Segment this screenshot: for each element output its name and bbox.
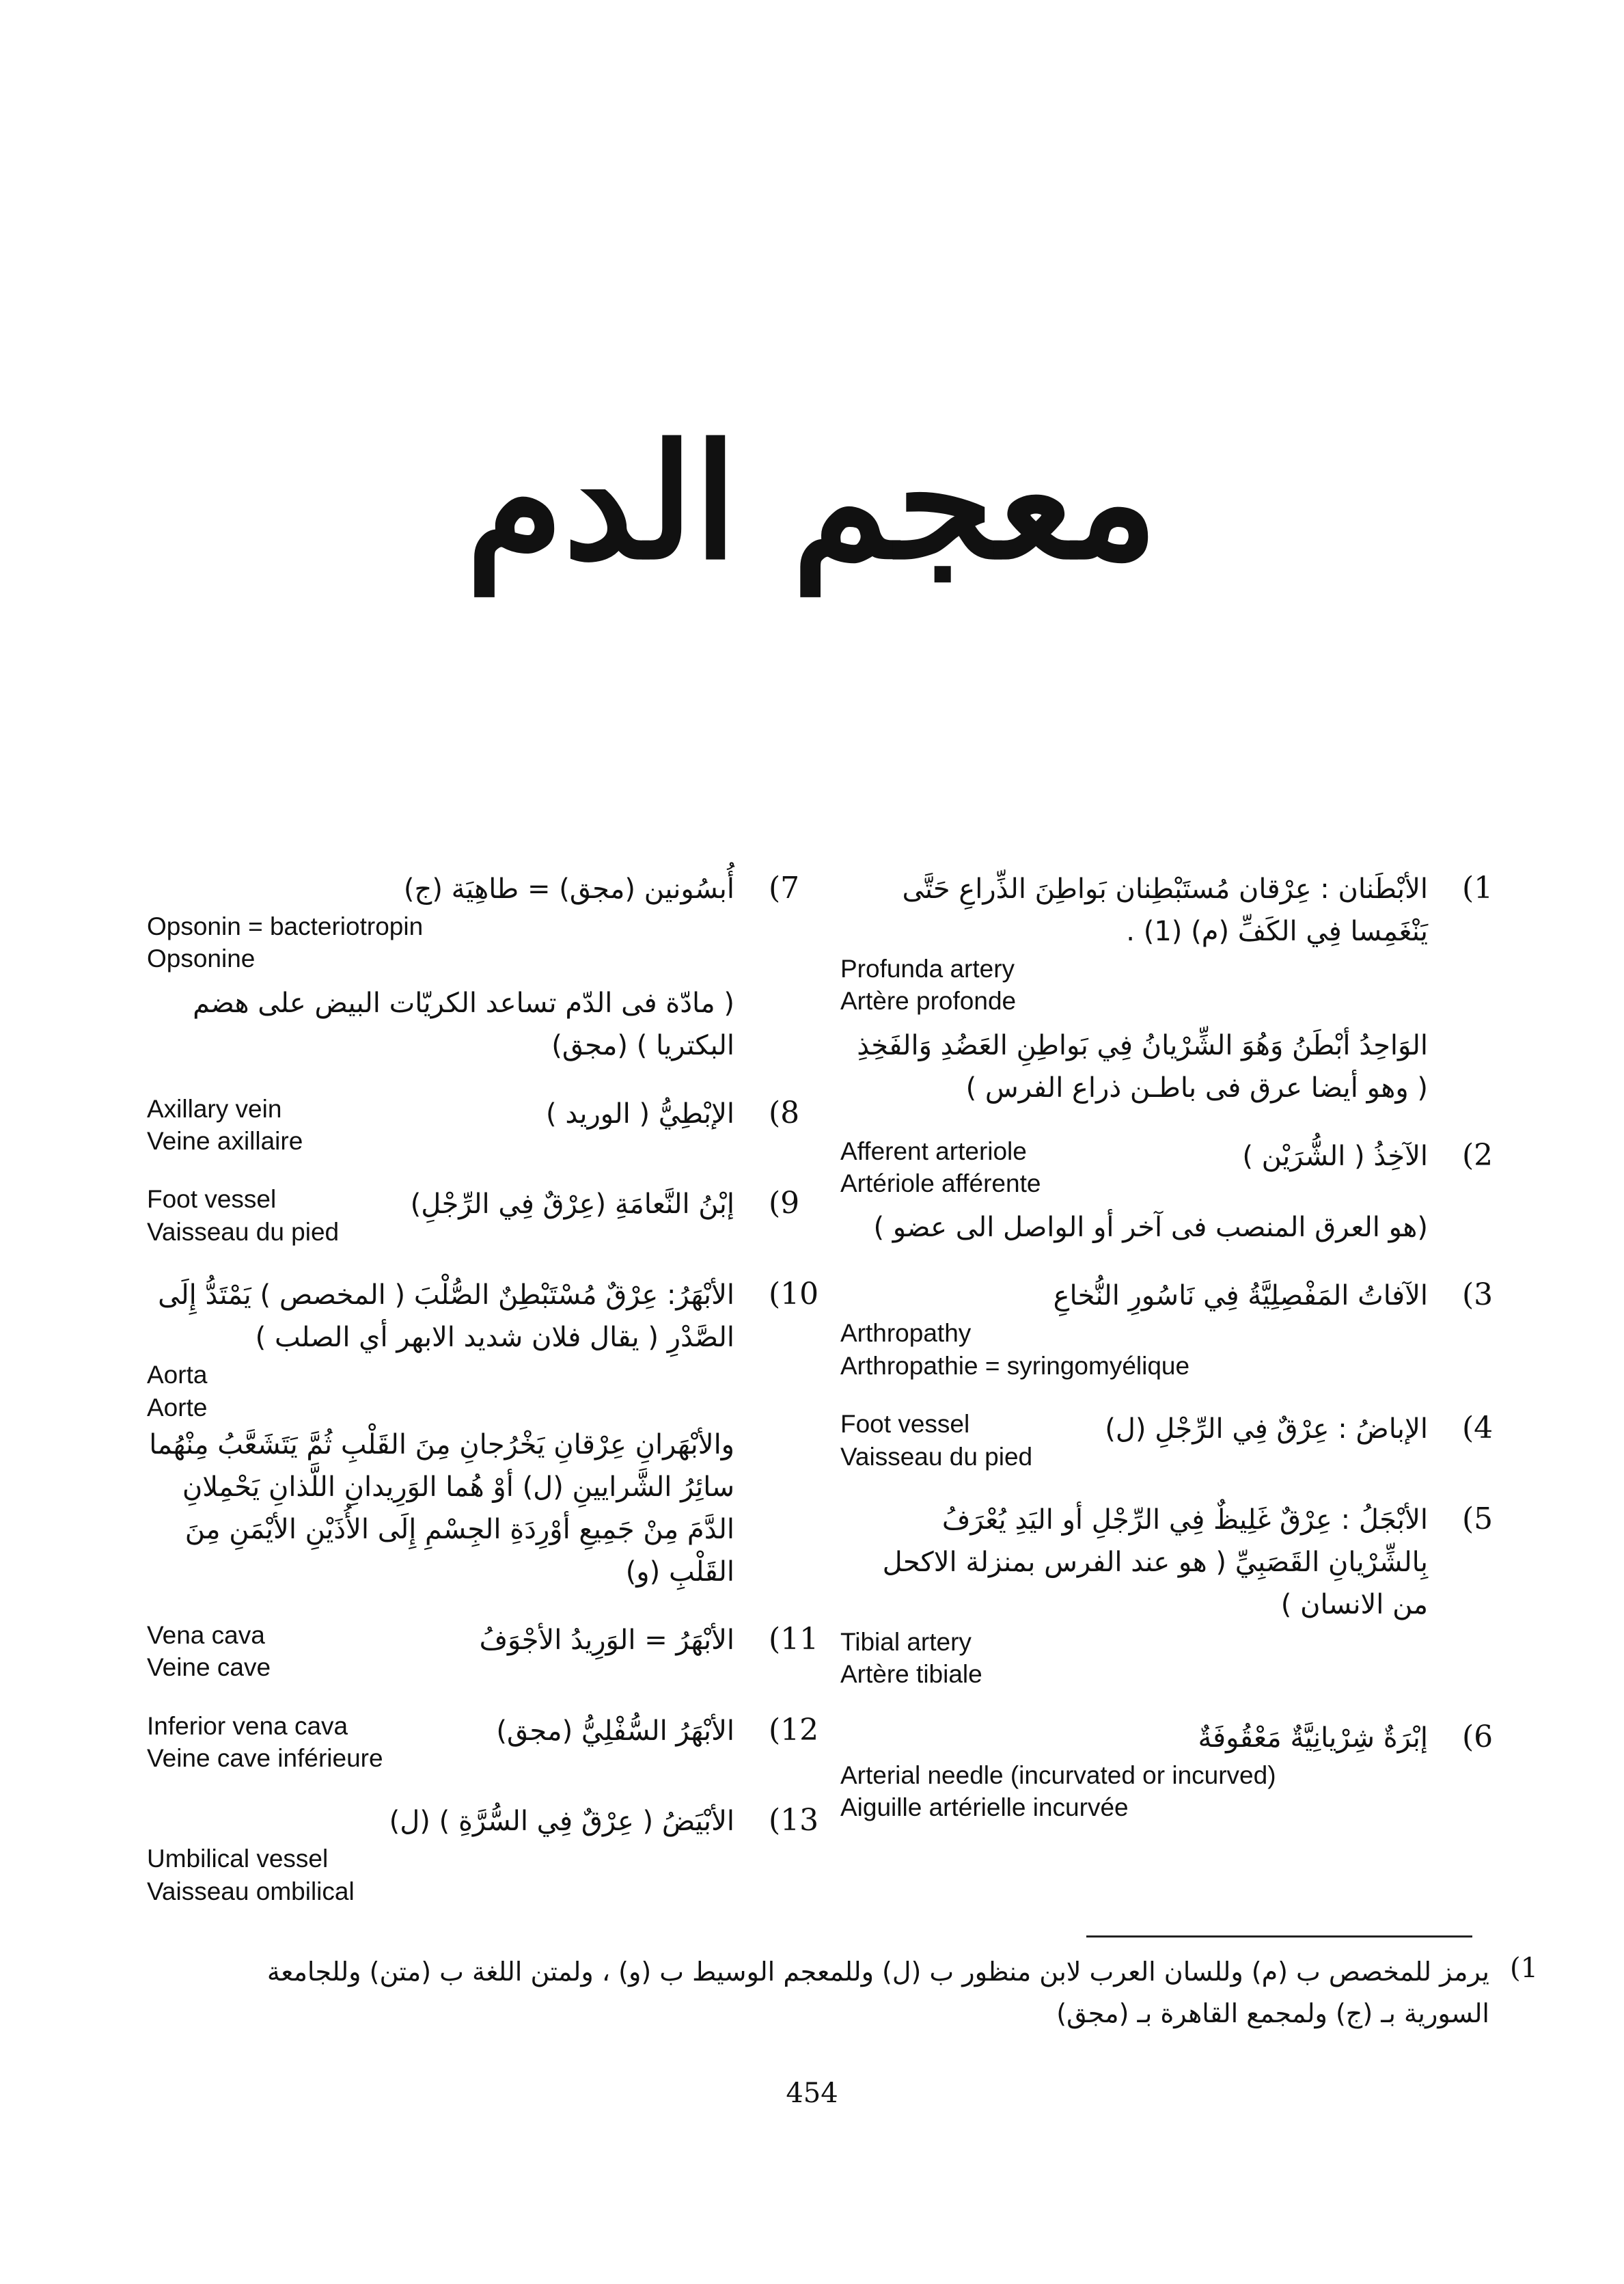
entry-number: (7 xyxy=(769,871,800,906)
french-term: Artère profonde xyxy=(840,987,1017,1016)
arabic-term: الإبْطِيُّ ( الوريد ) xyxy=(546,1098,734,1130)
entry-number: (5 xyxy=(1462,1501,1494,1536)
footnote-number: (1 xyxy=(1510,1953,1539,1984)
entry-number: (10 xyxy=(769,1277,819,1312)
french-term: Vaisseau ombilical xyxy=(147,1877,355,1905)
footnote xyxy=(205,1951,1558,2035)
entry-number: (3 xyxy=(1462,1277,1494,1313)
french-term: Opsonine xyxy=(147,944,256,973)
entry-7 xyxy=(147,868,830,1067)
arabic-term: الأبْجَلُ : عِرْقٌ غَلِيظٌ فِي الرِّجْلِ أو اليَدِ يُعْرَفُ بِالشِّرْيانِ القَصَبِيِّ ( هو عند الفرس بمنزلة الاكحل من الانسان ) xyxy=(882,1504,1428,1620)
french-term: Veine cave xyxy=(147,1653,271,1682)
entry-11 xyxy=(147,1619,830,1684)
arabic-term: الأبْهَرُ = الوَرِيدُ الأجْوَفُ xyxy=(479,1624,734,1656)
entry-5 xyxy=(840,1499,1524,1691)
english-term: Arterial needle (incurvated or incurved) xyxy=(840,1760,1276,1789)
entry-3 xyxy=(840,1275,1524,1382)
english-term: Opsonin = bacteriotropin xyxy=(147,912,424,940)
arabic-term: الأبْهَرُ: عِرْقٌ مُسْتَبْطِنٌ الصُّلْبَ ( المخصص ) يَمْتَدُّ إِلَى الصَّدْرِ ( يقال فلان شديد الابهر أي الصلب ) xyxy=(158,1279,734,1354)
arabic-term: إبْرَةٌ شِرْيانِيَّةٌ مَعْقُوفَةٌ xyxy=(1198,1722,1428,1754)
entry-number: (2 xyxy=(1462,1137,1494,1173)
entry-13 xyxy=(147,1800,830,1907)
english-term: Aorta xyxy=(147,1361,208,1389)
entry-8 xyxy=(147,1093,830,1158)
arabic-term: إبْنُ النَّعامَةِ (عِرْقٌ فِي الرِّجْلِ) xyxy=(410,1188,734,1221)
entry-number: (6 xyxy=(1462,1719,1494,1754)
english-term: Axillary vein xyxy=(147,1094,282,1123)
arabic-definition: الوَاحِدُ أبْطَنُ وَهُوَ الشِّرْيانُ فِي بَواطِنِ العَضُدِ وَالفَخِذِ ( وهو أيضا عرق فى باطـن ذراع الفرس ) xyxy=(857,1029,1428,1104)
arabic-term: أُبسُونين (مجق) = طاهِيَة (ج) xyxy=(403,873,734,905)
entry-number: (4 xyxy=(1462,1411,1494,1446)
english-term: Arthropathy xyxy=(840,1319,972,1348)
arabic-term: الأبْطَنان : عِرْقان مُستَبْطِنان بَواطِنَ الذِّراعِ حَتَّى يَنْغَمِسا فِي الكَفِّ (م) (1) . xyxy=(902,873,1428,947)
arabic-term: الآخِذُ ( الشُّرَيْن ) xyxy=(1242,1140,1428,1172)
arabic-definition: ( مادّة فى الدّم تساعد الكريّات البيض على هضم البكتريا ) (مجق) xyxy=(193,987,734,1061)
entry-1 xyxy=(840,868,1524,1109)
english-term: Profunda artery xyxy=(840,955,1015,983)
entry-number: (1 xyxy=(1462,871,1494,906)
french-term: Artère tibiale xyxy=(840,1660,982,1689)
english-term: Foot vessel xyxy=(840,1410,970,1439)
french-term: Artériole afférente xyxy=(840,1169,1041,1198)
entry-4 xyxy=(840,1408,1524,1473)
entry-9 xyxy=(147,1183,830,1248)
arabic-term: الإباضُ : عِرْقٌ فِي الرِّجْلِ (ل) xyxy=(1105,1413,1428,1445)
arabic-definition: (هو العرق المنصب فى آخر أو الواصل الى عضو ) xyxy=(873,1212,1428,1244)
french-term: Aiguille artérielle incurvée xyxy=(840,1793,1129,1821)
french-term: Veine axillaire xyxy=(147,1127,303,1156)
arabic-term: الأبْيَضُ ( عِرْقٌ فِي السُّرَّةِ ) (ل) xyxy=(389,1806,734,1838)
entry-2 xyxy=(840,1135,1524,1249)
french-term: Veine cave inférieure xyxy=(147,1743,383,1772)
arabic-term: الأبْهَرُ السُّفْلِيُّ (مجق) xyxy=(496,1715,734,1747)
footnote-text: يرمز للمخصص ب (م) وللسان العرب لابن منظور ب (ل) وللمعجم الوسيط ب (و) ، ولمتن اللغة ب (متن) وللجامعة السورية بـ (ج) ولمجمع القاهرة بـ (مجق) xyxy=(266,1957,1489,2028)
english-term: Inferior vena cava xyxy=(147,1711,348,1740)
left-column xyxy=(147,868,830,1933)
english-term: Umbilical vessel xyxy=(147,1845,329,1873)
entry-number: (12 xyxy=(769,1712,819,1748)
entry-12 xyxy=(147,1710,830,1775)
english-term: Vena cava xyxy=(147,1620,265,1649)
entry-10 xyxy=(147,1274,830,1593)
entry-number: (9 xyxy=(769,1186,800,1221)
entry-6 xyxy=(840,1717,1524,1824)
footnote-divider xyxy=(1086,1935,1472,1938)
french-term: Aorte xyxy=(147,1393,208,1422)
page-number: 454 xyxy=(786,2078,838,2109)
french-term: Arthropathie = syringomyélique xyxy=(840,1351,1190,1380)
arabic-term: الآفاتُ المَفْصِلِيَّةُ فِي نَاسُورِ النُّخاعِ xyxy=(1053,1280,1428,1312)
english-term: Afferent arteriole xyxy=(840,1137,1027,1165)
right-column xyxy=(840,868,1524,1849)
english-term: Tibial artery xyxy=(840,1627,972,1656)
arabic-definition: والأبْهَرانِ عِرْقانِ يَخْرُجانِ مِنَ القَلْبِ ثُمَّ يَتَشَعَّبُ مِنْهُما سائِرُ الشَّرايينِ (ل) أوْ هُما الوَرِيدانِ اللَّذانِ يَحْمِلانِ الدَّمَ مِنْ جَمِيعِ أوْرِدَةِ الجِسْمِ إِلَى الأُذَيْنِ الأيْمَنِ مِنَ القَلْبِ (و) xyxy=(149,1428,734,1588)
entry-number: (13 xyxy=(769,1803,819,1838)
french-term: Vaisseau du pied xyxy=(147,1217,340,1246)
entry-number: (8 xyxy=(769,1095,800,1130)
english-term: Foot vessel xyxy=(147,1185,277,1214)
entry-number: (11 xyxy=(769,1621,819,1657)
page-title: معجم الدم xyxy=(466,410,1158,595)
french-term: Vaisseau du pied xyxy=(840,1442,1033,1471)
